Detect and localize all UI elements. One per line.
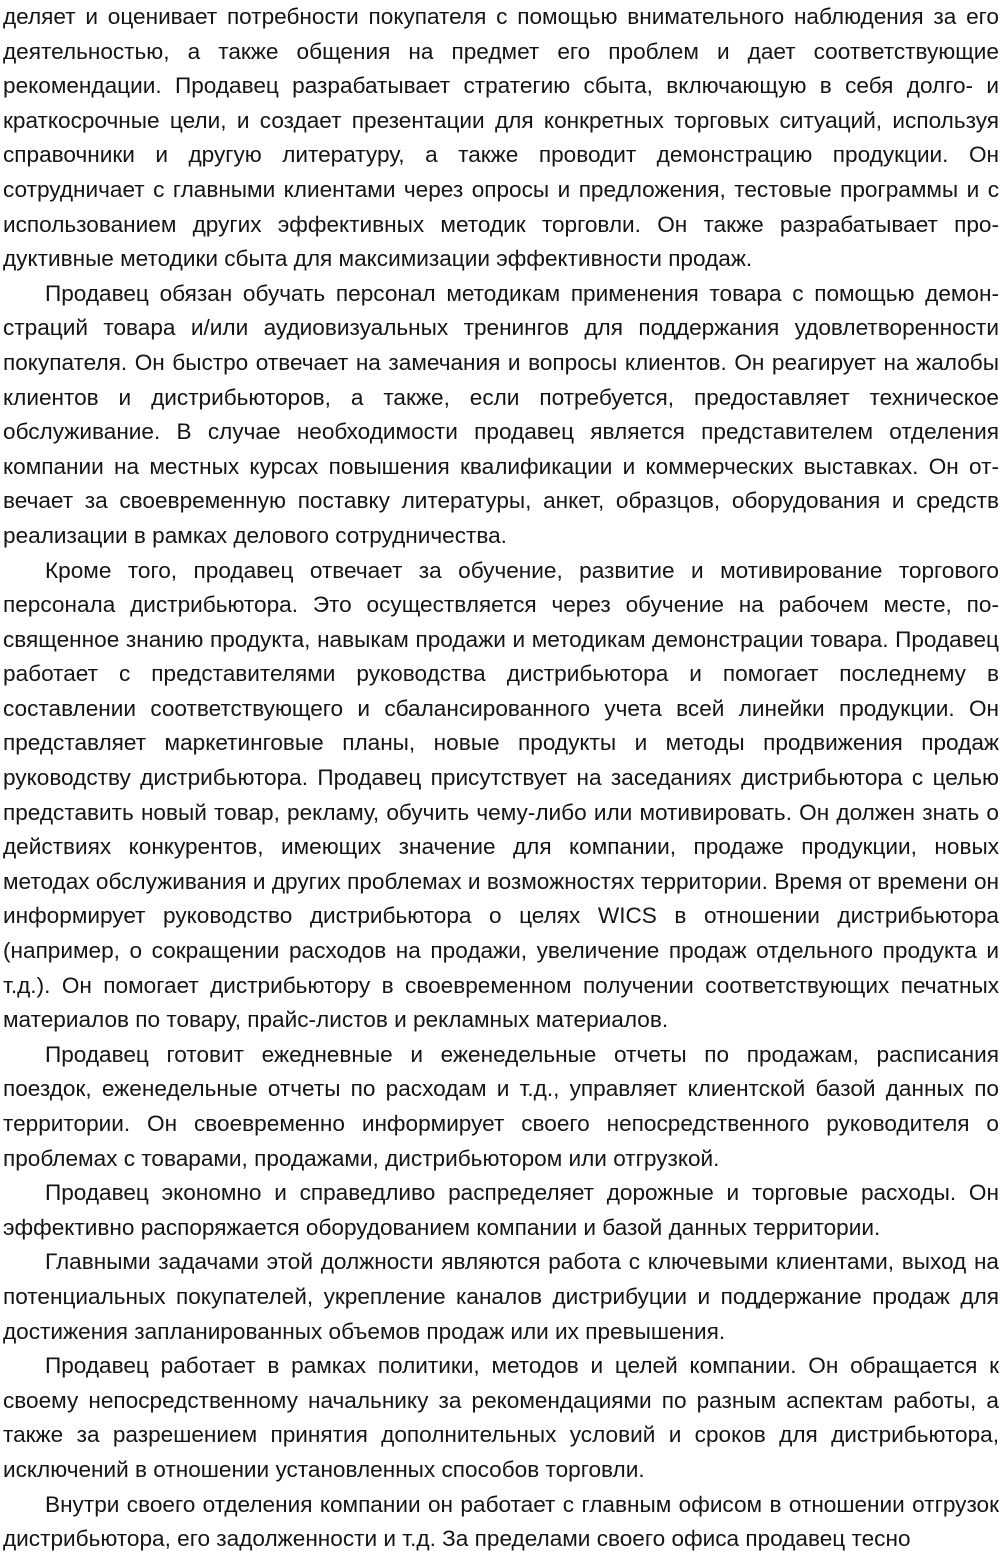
paragraph: Главными задачами этой должности являются работа с ключевыми клиентами, выход на потенциальных покупателей, укрепление каналов дистрибуции и поддержание продаж для достижения запланированных объемов продаж или их превышения. (3, 1249, 999, 1344)
paragraph: деляет и оценивает потребности покупателя с помощью внимательного наблюдения за его деятельностью, а также общения на предмет его проблем и дает соответствующие рекомендации. Продавец разрабатывает стратегию сбыта, включающую в себя долго- и краткосрочные цели, и создает презентации для конкретных торговых ситуаций, используя справочники и другую литературу, а также проводит демонстрацию продукции. Он сотрудничает с главными клиентами через опросы и предложения, тестовые программы и с использованием других эффективных методик торговли. Он также разрабатывает продуктивные методики сбыта для максимизации эффективности продаж. (3, 4, 999, 272)
paragraph: Продавец готовит ежедневные и еженедельные отчеты по продажам, расписания поездок, еженедельные отчеты по расходам и т.д., управляет клиентской базой данных по территории. Он своевременно информирует своего непосредственного руководителя о проблемах с товарами, продажами, дистрибьютором или отгрузкой. (3, 1041, 999, 1171)
paragraph: Продавец экономно и справедливо распределяет дорожные и торговые расходы. Он эффективно распоряжается оборудованием компании и базой данных территории. (3, 1180, 999, 1240)
paragraph: Внутри своего отделения компании он работает с главным офисом в отношении отгрузок дистрибьютора, его задолженности и т.д. За пределами своего офиса продавец тесно (3, 1491, 999, 1552)
document-body (3, 0, 999, 1557)
paragraph: Продавец обязан обучать персонал методикам применения товара с помощью демонстраций товара и/или аудиовизуальных тренингов для поддержания удовлетворенности покупателя. Он быстро отвечает на замечания и вопросы клиентов. Он реагирует на жалобы клиентов и дистрибьюторов, а также, если потребуется, предоставляет техническое обслуживание. В случае необходимости продавец является представителем отделения компании на местных курсах повышения квалификации и коммерческих выставках. Он отвечает за своевременную поставку литературы, анкет, образцов, оборудования и средств реализации в рамках делового сотрудничества. (3, 280, 999, 548)
paragraph: Кроме того, продавец отвечает за обучение, развитие и мотивирование торгового персонала дистрибьютора. Это осуществляется через обучение на рабочем месте, посвященное знанию продукта, навыкам продажи и методикам демонстрации товара. Продавец работает с представителями руководства дистрибьютора и помогает последнему в составлении соответствующего и сбалансированного учета всей линейки продукции. Он представляет маркетинговые планы, новые продукты и методы продвижения продаж руководству дистрибьютора. Продавец присутствует на заседаниях дистрибьютора с целью представить новый товар, рекламу, обучить чему-либо или мотивировать. Он должен знать о действиях конкурентов, имеющих значение для компании, продаже продукции, новых методах обслуживания и других проблемах и возможностях территории. Время от времени он информирует руководство дистрибьютора о целях WICS в отношении дистрибьютора (например, о сокращении расходов на продажи, увеличение продаж отдельного продукта и т.д.). Он помогает дистрибьютору в своевременном получении соответствующих печатных материалов по товару, прайс-листов и рекламных материалов. (3, 557, 999, 1033)
paragraph: Продавец работает в рамках политики, методов и целей компании. Он обращается к своему непосредственному начальнику за рекомендациями по разным аспектам работы, а также за разрешением принятия дополнительных условий и сроков для дистрибьютора, исключений в отношении установленных способов торговли. (3, 1353, 999, 1482)
